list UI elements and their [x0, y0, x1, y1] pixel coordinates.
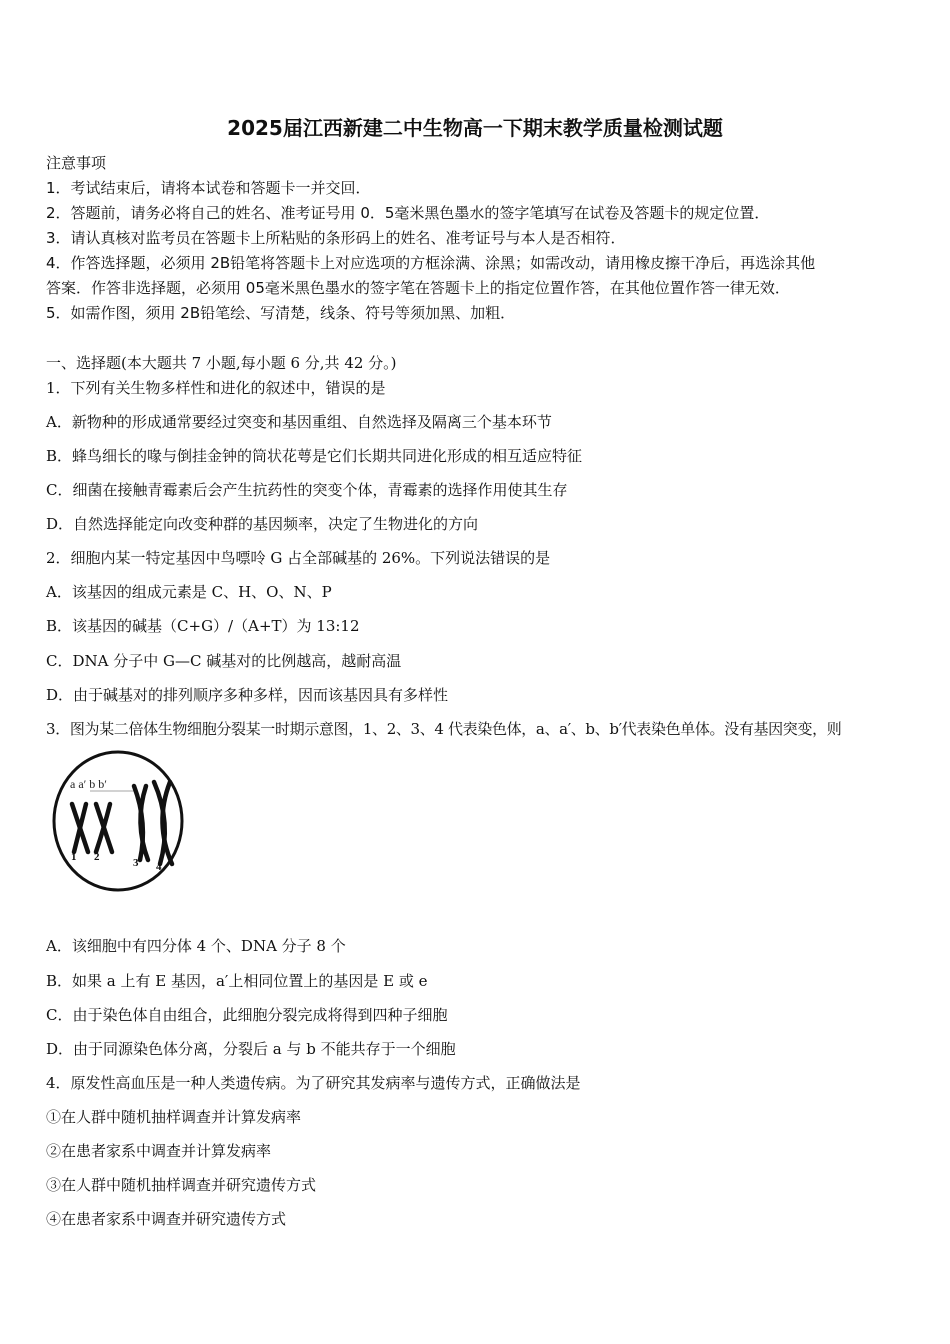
chromosome-label-4: 4: [156, 861, 162, 873]
question-3-option-c: C．由于染色体自由组合，此细胞分裂完成将得到四种子细胞: [46, 1006, 448, 1024]
question-1-stem: 1．下列有关生物多样性和进化的叙述中，错误的是: [46, 379, 386, 397]
question-4-stem: 4．原发性高血压是一种人类遗传病。为了研究其发病率与遗传方式，正确做法是: [46, 1074, 581, 1092]
chromosome-4: [154, 782, 172, 864]
question-4-choice-3: ③在人群中随机抽样调查并研究遗传方式: [46, 1176, 317, 1194]
question-3-stem: 3．图为某二倍体生物细胞分裂某一时期示意图，1、2、3、4 代表染色体，a、a′、b、b′代表染色单体。没有基因突变，则: [46, 720, 842, 738]
question-1-option-b: B．蜂鸟细长的喙与倒挂金钟的筒状花萼是它们长期共同进化形成的相互适应特征: [46, 447, 583, 465]
notice-heading: 注意事项: [46, 154, 107, 172]
question-1-option-a: A．新物种的形成通常要经过突变和基因重组、自然选择及隔离三个基本环节: [46, 413, 552, 431]
notice-item: 1．考试结束后，请将本试卷和答题卡一并交回．: [46, 179, 371, 197]
chromatid-labels: a a′ b b′: [70, 777, 107, 791]
question-4-choice-2: ②在患者家系中调查并计算发病率: [46, 1142, 272, 1160]
question-2-option-a: A．该基因的组成元素是 C、H、O、N、P: [46, 583, 332, 601]
question-1-option-c: C．细菌在接触青霉素后会产生抗药性的突变个体，青霉素的选择作用使其生存: [46, 481, 568, 499]
question-2-option-b: B．该基因的碱基（C+G）/（A+T）为 13:12: [46, 617, 360, 635]
chromosome-2: [96, 804, 112, 852]
chromosome-label-2: 2: [94, 851, 100, 863]
cell-division-figure: [50, 748, 186, 894]
question-4-choice-1: ①在人群中随机抽样调查并计算发病率: [46, 1108, 302, 1126]
question-4-choice-4: ④在患者家系中调查并研究遗传方式: [46, 1210, 287, 1228]
chromosome-1: [72, 804, 88, 852]
question-3-option-b: B．如果 a 上有 E 基因，a′上相同位置上的基因是 E 或 e: [46, 972, 428, 990]
question-1-option-d: D．自然选择能定向改变种群的基因频率，决定了生物进化的方向: [46, 515, 479, 533]
question-2-option-c: C．DNA 分子中 G—C 碱基对的比例越高，越耐高温: [46, 652, 402, 670]
page-title: 2025届江西新建二中生物高一下期末教学质量检测试题: [227, 116, 723, 140]
question-3-option-d: D．由于同源染色体分离，分裂后 a 与 b 不能共存于一个细胞: [46, 1040, 456, 1058]
notice-item: 答案．作答非选择题，必须用 05毫米黑色墨水的签字笔在答题卡上的指定位置作答，在其他位置作答一律无效．: [46, 279, 790, 297]
notice-item: 5．如需作图，须用 2B铅笔绘、写清楚，线条、符号等须加黑、加粗．: [46, 304, 516, 322]
chromosome-label-3: 3: [133, 857, 139, 869]
question-2-stem: 2．细胞内某一特定基因中鸟嘌呤 G 占全部碱基的 26%。下列说法错误的是: [46, 549, 551, 567]
question-2-option-d: D．由于碱基对的排列顺序多种多样，因而该基因具有多样性: [46, 686, 449, 704]
notice-item: 4．作答选择题，必须用 2B铅笔将答题卡上对应选项的方框涂满、涂黑；如需改动，请用橡皮擦干净后，再选涂其他: [46, 254, 816, 272]
question-3-option-a: A．该细胞中有四分体 4 个、DNA 分子 8 个: [46, 937, 346, 955]
notice-item: 2．答题前，请务必将自己的姓名、准考证号用 0．5毫米黑色墨水的签字笔填写在试卷及答题卡的规定位置．: [46, 204, 770, 222]
notice-item: 3．请认真核对监考员在答题卡上所粘贴的条形码上的姓名、准考证号与本人是否相符．: [46, 229, 626, 247]
chromosome-label-1: 1: [71, 851, 77, 863]
section-heading: 一、选择题(本大题共 7 小题,每小题 6 分,共 42 分。): [46, 354, 397, 372]
chromosome-3: [134, 786, 148, 860]
